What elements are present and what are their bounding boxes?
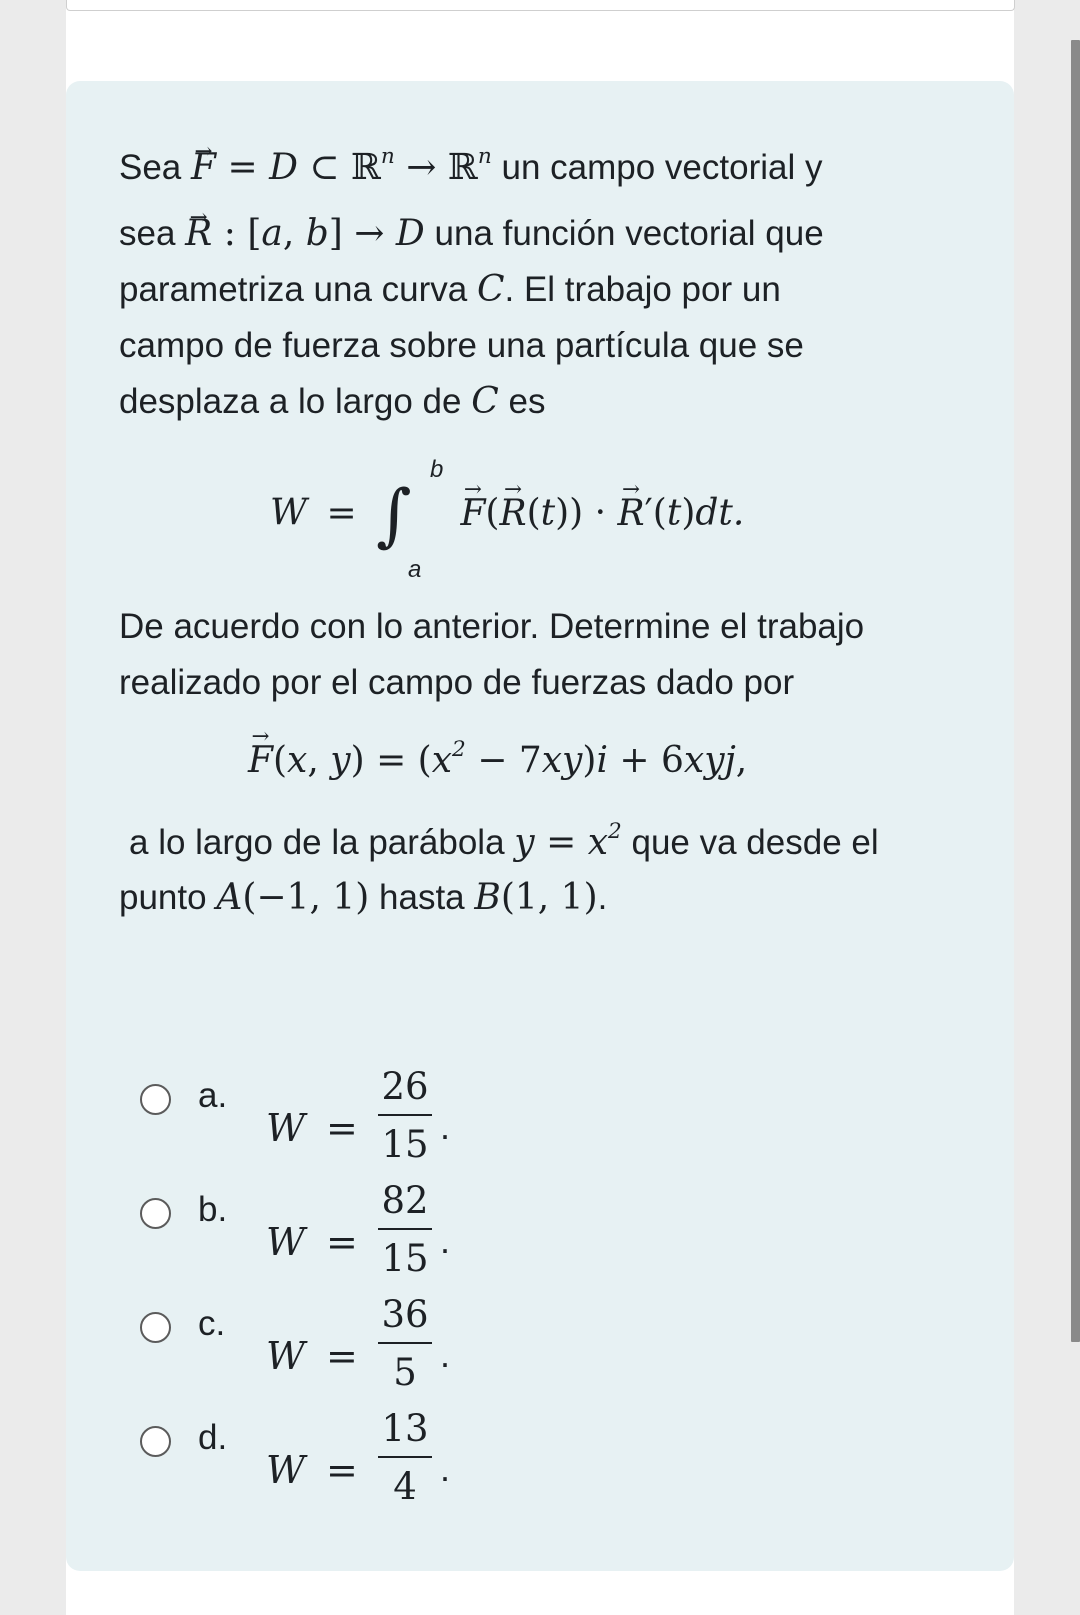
integral-lower-limit: a (408, 556, 422, 583)
option-c[interactable] (140, 1293, 740, 1412)
question-text: un campo vectorial y (501, 148, 823, 187)
fraction-numerator: 26 (381, 1065, 429, 1108)
fraction-denominator: 15 (381, 1237, 429, 1280)
option-fraction (376, 1406, 434, 1510)
option-letter: b. (198, 1190, 228, 1229)
option-period: . (440, 1220, 451, 1261)
question-line-2 (119, 214, 824, 254)
option-d[interactable] (140, 1407, 740, 1526)
question-text: desplaza a lo largo de (119, 382, 462, 421)
question-text: . El trabajo por un (504, 270, 781, 309)
fraction-bar (378, 1228, 432, 1230)
question-line-8 (129, 818, 879, 863)
question-text: punto (119, 878, 207, 917)
previous-question-box (66, 0, 1015, 11)
fraction-numerator: 13 (381, 1407, 429, 1450)
question-text: que va desde el (631, 823, 879, 862)
point-b: B(1, 1) (474, 877, 598, 918)
radio-button-d[interactable] (140, 1426, 171, 1457)
option-b[interactable] (140, 1179, 740, 1298)
question-line-4: campo de fuerza sobre una partícula que se (119, 326, 804, 365)
option-variable: W (266, 1106, 306, 1150)
option-letter: c. (198, 1304, 226, 1343)
question-line-7: realizado por el campo de fuerzas dado por (119, 663, 795, 702)
option-period: . (440, 1334, 451, 1375)
question-text: Sea (119, 148, 182, 187)
option-equals: = (326, 1448, 358, 1492)
question-line-9 (119, 878, 607, 918)
question-line-1 (119, 143, 823, 188)
fraction-bar (378, 1456, 432, 1458)
math-inline: C (471, 381, 499, 422)
work-integral-formula: W = ∫ → F(→ R(t)) · → R′(t)dt. (270, 476, 744, 555)
option-fraction (376, 1178, 434, 1282)
option-period: . (440, 1448, 451, 1489)
math-inline: → R : [a, b] → D (185, 213, 425, 254)
fraction-numerator: 36 (381, 1293, 429, 1336)
question-text: es (508, 382, 546, 421)
option-a[interactable] (140, 1065, 740, 1184)
radio-button-c[interactable] (140, 1312, 171, 1343)
radio-button-b[interactable] (140, 1198, 171, 1229)
option-fraction (376, 1064, 434, 1168)
option-letter: d. (198, 1418, 228, 1457)
option-period: . (440, 1106, 451, 1147)
fraction-denominator: 15 (381, 1123, 429, 1166)
option-equals: = (326, 1106, 358, 1150)
fraction-denominator: 5 (393, 1351, 417, 1394)
question-text: sea (119, 214, 176, 253)
question-text: a lo largo de la parábola (129, 823, 505, 862)
question-line-6: De acuerdo con lo anterior. Determine el trabajo (119, 607, 865, 646)
force-field-formula: → F(x, $y) = (x^2 - 7xy)i + 6xyj$, (248, 740, 747, 781)
scrollbar-thumb[interactable] (1071, 40, 1080, 1342)
question-text: una función vectorial que (434, 214, 824, 253)
question-text: parametriza una curva (119, 270, 468, 309)
question-text: hasta (379, 878, 465, 917)
point-a: A(−1, 1) (216, 877, 370, 918)
question-line-5 (119, 382, 545, 422)
option-variable: W (266, 1220, 306, 1264)
option-letter: a. (198, 1076, 228, 1115)
option-equals: = (326, 1220, 358, 1264)
math-inline: $y = x^2$ (514, 818, 622, 863)
fraction-bar (378, 1114, 432, 1116)
fraction-denominator: 4 (393, 1465, 417, 1508)
question-line-3 (119, 270, 781, 310)
math-inline: C (476, 269, 505, 310)
option-variable: W (266, 1448, 306, 1492)
radio-button-a[interactable] (140, 1084, 171, 1115)
option-equals: = (326, 1334, 358, 1378)
fraction-bar (378, 1342, 432, 1344)
fraction-numerator: 82 (381, 1179, 429, 1222)
option-variable: W (266, 1334, 306, 1378)
integral-sign: ∫ (376, 476, 412, 555)
option-fraction (376, 1292, 434, 1396)
question-text: . (597, 878, 608, 917)
math-inline: → F = D ⊂ ℝ$^n$ → ℝ$^n$ (191, 147, 492, 188)
integral-upper-limit: b (430, 456, 444, 483)
